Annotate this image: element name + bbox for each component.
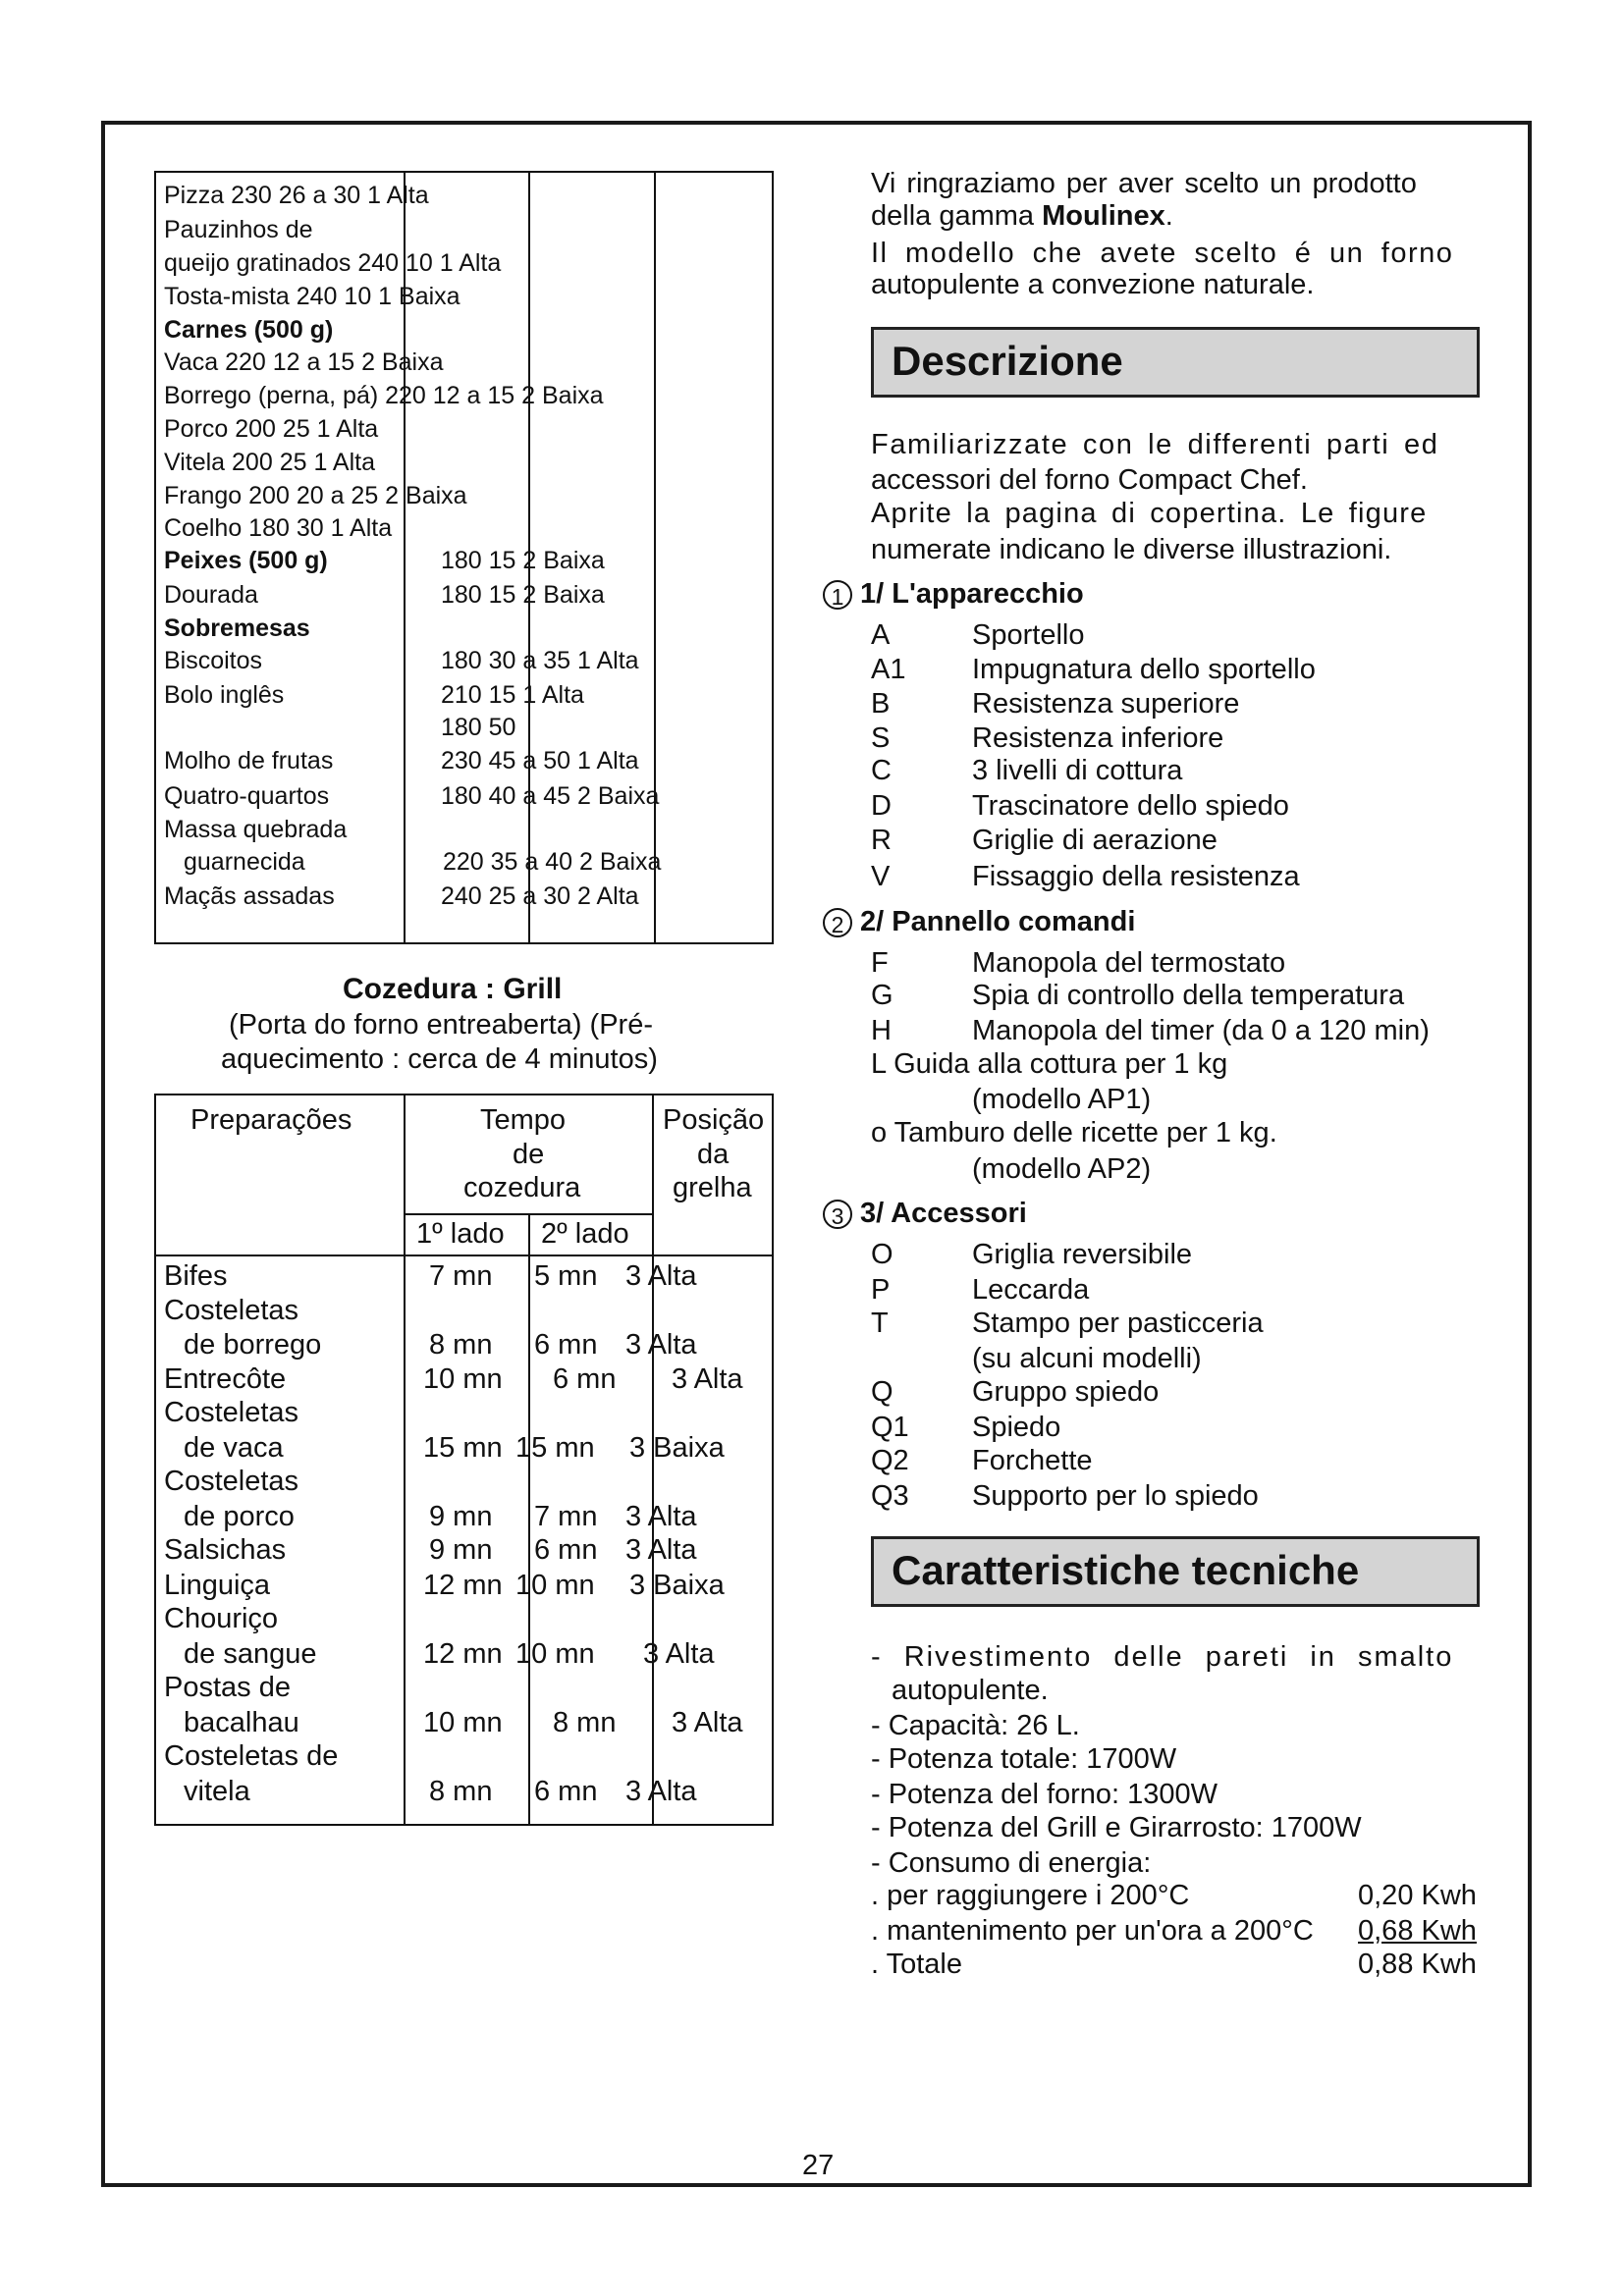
intro-text: Vi ringraziamo per aver scelto un prodotto xyxy=(871,168,1417,199)
list-key: Q xyxy=(871,1376,893,1408)
row-time2: 10 mn xyxy=(515,1638,595,1670)
row-time2: 10 mn xyxy=(515,1570,595,1601)
intro-text xyxy=(871,199,1173,234)
page-number: 27 xyxy=(802,2150,835,2181)
section-heading xyxy=(823,577,1084,612)
table-line: Pauzinhos de xyxy=(164,216,313,243)
list-value: (su alcuni modelli) xyxy=(972,1343,1202,1374)
column-header: de xyxy=(513,1139,545,1170)
table-divider xyxy=(528,1213,530,1824)
list-key: H xyxy=(871,1015,892,1046)
energy-value: 0,68 Kwh xyxy=(1358,1915,1477,1947)
section-heading xyxy=(823,1197,1027,1231)
row-position: 3 Alta xyxy=(625,1329,697,1361)
list-value: Resistenza inferiore xyxy=(972,722,1224,754)
row-time1: 7 mn xyxy=(429,1260,493,1292)
list-value: Fissaggio della resistenza xyxy=(972,861,1300,892)
list-key: S xyxy=(871,722,891,754)
row-name: Postas de xyxy=(164,1672,291,1703)
guide-text: o Tamburo delle ricette per 1 kg. xyxy=(871,1117,1277,1148)
column-subheader: 1º lado xyxy=(416,1218,505,1250)
energy-label: . per raggiungere i 200°C xyxy=(871,1880,1190,1911)
list-value: Forchette xyxy=(972,1445,1093,1476)
row-time1: 12 mn xyxy=(423,1570,503,1601)
row-position: 3 Alta xyxy=(643,1638,715,1670)
description-text: numerate indicano le diverse illustrazioni. xyxy=(871,534,1392,565)
row-time1: 10 mn xyxy=(423,1363,503,1395)
row-time1: 15 mn xyxy=(423,1432,503,1464)
table-line: 230 45 a 50 1 Alta xyxy=(441,747,639,774)
row-name: Costeletas xyxy=(164,1466,299,1497)
grill-subtitle: aquecimento : cerca de 4 minutos) xyxy=(221,1043,658,1075)
table-line: 180 30 a 35 1 Alta xyxy=(441,647,639,674)
table-line: 240 25 a 30 2 Alta xyxy=(441,882,639,910)
section-title: 2/ Pannello comandi xyxy=(860,906,1136,937)
table-line: Maçãs assadas xyxy=(164,882,335,910)
row-name: Salsichas xyxy=(164,1534,287,1566)
category-heading: Sobremesas xyxy=(164,614,310,642)
row-time2: 7 mn xyxy=(534,1501,598,1532)
spec-text: - Rivestimento delle pareti in smalto xyxy=(871,1641,1454,1673)
section-title: 1/ L'apparecchio xyxy=(860,578,1084,610)
guide-text: (modello AP2) xyxy=(972,1153,1152,1185)
row-time2: 15 mn xyxy=(515,1432,595,1464)
list-key: G xyxy=(871,980,893,1011)
table-line: 180 50 xyxy=(441,714,516,741)
table-line: Tosta-mista 240 10 1 Baixa xyxy=(164,283,460,310)
table-line: Bolo inglês xyxy=(164,681,285,709)
category-heading: Peixes (500 g) xyxy=(164,547,328,574)
row-name: Entrecôte xyxy=(164,1363,287,1395)
table-line: Dourada xyxy=(164,581,258,609)
row-position: 3 Alta xyxy=(625,1534,697,1566)
intro-segment: della gamma xyxy=(871,200,1043,232)
row-position: 3 Alta xyxy=(672,1707,743,1738)
list-key: V xyxy=(871,861,891,892)
recipe-table xyxy=(154,171,774,944)
list-key: Q1 xyxy=(871,1412,909,1443)
row-name: vitela xyxy=(184,1776,250,1807)
table-line: Molho de frutas xyxy=(164,747,334,774)
list-value: Griglie di aerazione xyxy=(972,825,1218,856)
energy-label: . Totale xyxy=(871,1949,962,1980)
list-value: Spia di controllo della temperatura xyxy=(972,980,1405,1011)
list-key: B xyxy=(871,688,891,720)
spec-text: - Capacità: 26 L. xyxy=(871,1710,1080,1741)
list-key: Q2 xyxy=(871,1445,909,1476)
list-value: Spiedo xyxy=(972,1412,1061,1443)
intro-text: Il modello che avete scelto é un forno xyxy=(871,238,1454,269)
table-line: 180 15 2 Baixa xyxy=(441,547,605,574)
grill-subtitle: (Porta do forno entreaberta) (Pré- xyxy=(229,1009,653,1041)
list-value: Trascinatore dello spiedo xyxy=(972,790,1289,822)
row-time1: 8 mn xyxy=(429,1776,493,1807)
number-1-icon: 1 xyxy=(823,580,852,610)
table-line: 180 15 2 Baixa xyxy=(441,581,605,609)
spec-text: - Consumo di energia: xyxy=(871,1847,1152,1879)
row-position: 3 Baixa xyxy=(629,1570,725,1601)
list-value: Stampo per pasticceria xyxy=(972,1308,1264,1339)
table-line: 210 15 1 Alta xyxy=(441,681,584,709)
table-line: Coelho 180 30 1 Alta xyxy=(164,514,393,542)
row-time2: 6 mn xyxy=(534,1534,598,1566)
spec-text: - Potenza del Grill e Girarrosto: 1700W xyxy=(871,1812,1362,1843)
number-3-icon: 3 xyxy=(823,1200,852,1229)
list-key: Q3 xyxy=(871,1480,909,1512)
list-key: D xyxy=(871,790,892,822)
table-line: Massa quebrada xyxy=(164,816,348,843)
list-key: R xyxy=(871,825,892,856)
table-line: 220 35 a 40 2 Baixa xyxy=(443,848,662,876)
energy-value: 0,88 Kwh xyxy=(1358,1949,1477,1980)
row-time1: 12 mn xyxy=(423,1638,503,1670)
column-header: Preparações xyxy=(190,1104,352,1136)
list-value: Manopola del timer (da 0 a 120 min) xyxy=(972,1015,1430,1046)
column-header: grelha xyxy=(673,1172,752,1203)
section-title: 3/ Accessori xyxy=(860,1198,1027,1229)
table-line: Quatro-quartos xyxy=(164,782,330,810)
table-line: Pizza 230 26 a 30 1 Alta xyxy=(164,182,429,209)
description-text: accessori del forno Compact Chef. xyxy=(871,464,1308,496)
table-line: 180 40 a 45 2 Baixa xyxy=(441,782,660,810)
list-key: O xyxy=(871,1239,893,1270)
guide-text: L Guida alla cottura per 1 kg xyxy=(871,1048,1228,1080)
column-subheader: 2º lado xyxy=(541,1218,629,1250)
energy-value: 0,20 Kwh xyxy=(1358,1880,1477,1911)
list-value: Resistenza superiore xyxy=(972,688,1240,720)
description-text: Aprite la pagina di copertina. Le figure xyxy=(871,498,1428,529)
row-time2: 8 mn xyxy=(553,1707,617,1738)
grill-table xyxy=(154,1094,774,1826)
table-divider xyxy=(156,1255,772,1256)
row-name: de porco xyxy=(184,1501,295,1532)
row-time1: 8 mn xyxy=(429,1329,493,1361)
row-time1: 9 mn xyxy=(429,1534,493,1566)
row-position: 3 Baixa xyxy=(629,1432,725,1464)
guide-text: (modello AP1) xyxy=(972,1084,1152,1115)
spec-text: autopulente. xyxy=(892,1675,1049,1706)
row-position: 3 Alta xyxy=(625,1776,697,1807)
list-value: Sportello xyxy=(972,619,1085,651)
column-header: Tempo xyxy=(480,1104,567,1136)
row-name: de sangue xyxy=(184,1638,317,1670)
row-name: Costeletas xyxy=(164,1295,299,1326)
list-key: A xyxy=(871,619,891,651)
column-header: cozedura xyxy=(463,1172,581,1203)
row-position: 3 Alta xyxy=(625,1501,697,1532)
table-line: Borrego (perna, pá) 220 12 a 15 2 Baixa xyxy=(164,382,604,409)
row-time2: 6 mn xyxy=(534,1329,598,1361)
table-line: Biscoitos xyxy=(164,647,263,674)
column-header: da xyxy=(697,1139,730,1170)
list-value: Gruppo spiedo xyxy=(972,1376,1160,1408)
list-value: Leccarda xyxy=(972,1274,1090,1306)
table-line: Vaca 220 12 a 15 2 Baixa xyxy=(164,348,444,376)
grill-title: Cozedura : Grill xyxy=(343,973,563,1005)
row-name: Bifes xyxy=(164,1260,228,1292)
list-key: A1 xyxy=(871,654,906,685)
list-value: Supporto per lo spiedo xyxy=(972,1480,1259,1512)
list-value: Impugnatura dello sportello xyxy=(972,654,1316,685)
row-name: Costeletas de xyxy=(164,1740,339,1772)
list-key: F xyxy=(871,947,889,979)
table-divider xyxy=(404,1213,652,1215)
list-value: Manopola del termostato xyxy=(972,947,1286,979)
column-header: Posição xyxy=(663,1104,765,1136)
table-line: Vitela 200 25 1 Alta xyxy=(164,449,375,476)
row-time1: 10 mn xyxy=(423,1707,503,1738)
intro-text: autopulente a convezione naturale. xyxy=(871,269,1315,300)
brand-name: Moulinex xyxy=(1042,200,1165,232)
section-heading xyxy=(823,905,1135,939)
spec-text: - Potenza del forno: 1300W xyxy=(871,1779,1218,1810)
row-name: de borrego xyxy=(184,1329,322,1361)
row-time2: 5 mn xyxy=(534,1260,598,1292)
row-time2: 6 mn xyxy=(534,1776,598,1807)
section-heading-text: Caratteristiche tecniche xyxy=(892,1547,1360,1593)
row-name: Chouriço xyxy=(164,1603,279,1634)
table-line: guarnecida xyxy=(184,848,305,876)
row-position: 3 Alta xyxy=(672,1363,743,1395)
list-key: C xyxy=(871,755,892,786)
list-key: P xyxy=(871,1274,891,1306)
list-value: 3 livelli di cottura xyxy=(972,755,1183,786)
category-heading: Carnes (500 g) xyxy=(164,316,334,344)
table-line: Frango 200 20 a 25 2 Baixa xyxy=(164,482,467,509)
caratteristiche-heading xyxy=(871,1536,1480,1607)
row-position: 3 Alta xyxy=(625,1260,697,1292)
row-name: bacalhau xyxy=(184,1707,299,1738)
table-divider xyxy=(404,1095,406,1824)
row-time2: 6 mn xyxy=(553,1363,617,1395)
descrizione-heading xyxy=(871,327,1480,398)
number-2-icon: 2 xyxy=(823,908,852,937)
row-time1: 9 mn xyxy=(429,1501,493,1532)
row-name: Linguiça xyxy=(164,1570,271,1601)
list-value: Griglia reversibile xyxy=(972,1239,1193,1270)
table-divider xyxy=(654,173,656,942)
spec-text: - Potenza totale: 1700W xyxy=(871,1743,1177,1775)
intro-segment: . xyxy=(1164,200,1173,232)
description-text: Familiarizzate con le differenti parti ed xyxy=(871,429,1439,460)
list-key: T xyxy=(871,1308,889,1339)
row-name: de vaca xyxy=(184,1432,284,1464)
section-heading-text: Descrizione xyxy=(892,338,1123,384)
table-line: Porco 200 25 1 Alta xyxy=(164,415,379,443)
energy-label: . mantenimento per un'ora a 200°C xyxy=(871,1915,1314,1947)
table-line: queijo gratinados 240 10 1 Alta xyxy=(164,249,502,277)
row-name: Costeletas xyxy=(164,1397,299,1428)
